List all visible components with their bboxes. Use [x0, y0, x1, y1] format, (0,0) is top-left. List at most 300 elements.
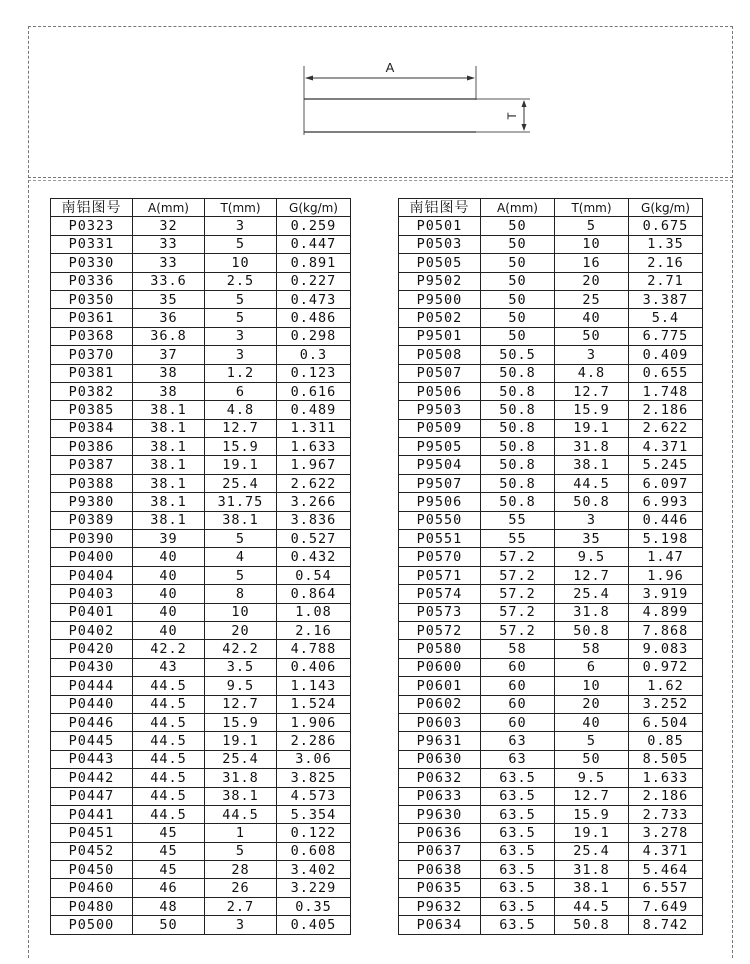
cell-g: 4.371 — [629, 842, 703, 860]
cell-g: 3.402 — [277, 861, 351, 879]
table-row — [399, 346, 703, 364]
cell-a: 40 — [133, 566, 205, 584]
cell-a: 50 — [481, 217, 555, 235]
cell-t: 50 — [555, 750, 629, 768]
cell-t: 15.9 — [205, 438, 277, 456]
table-row — [51, 787, 351, 805]
cell-g: 0.227 — [277, 272, 351, 290]
table-row — [399, 732, 703, 750]
table-row — [51, 309, 351, 327]
cell-t: 31.8 — [555, 438, 629, 456]
cell-t: 5 — [205, 235, 277, 253]
cell-a: 40 — [133, 585, 205, 603]
cell-part-no: P0330 — [51, 254, 133, 272]
table-row — [399, 456, 703, 474]
profile-diagram — [0, 0, 750, 180]
cell-t: 3 — [205, 916, 277, 934]
cell-t: 9.5 — [555, 548, 629, 566]
cell-a: 57.2 — [481, 548, 555, 566]
cell-g: 3.919 — [629, 585, 703, 603]
cell-part-no: P0502 — [399, 309, 481, 327]
cell-a: 38.1 — [133, 438, 205, 456]
cell-part-no: P0503 — [399, 235, 481, 253]
cell-a: 46 — [133, 879, 205, 897]
cell-a: 36.8 — [133, 327, 205, 345]
cell-t: 19.1 — [205, 456, 277, 474]
cell-part-no: P0551 — [399, 530, 481, 548]
cell-part-no: P0633 — [399, 787, 481, 805]
cell-a: 63.5 — [481, 916, 555, 934]
cell-part-no: P0508 — [399, 346, 481, 364]
table-row — [51, 511, 351, 529]
cell-part-no: P0572 — [399, 621, 481, 639]
cell-g: 7.868 — [629, 621, 703, 639]
table-row — [51, 750, 351, 768]
cell-t: 31.75 — [205, 493, 277, 511]
cell-t: 1.2 — [205, 364, 277, 382]
cell-g: 2.286 — [277, 732, 351, 750]
cell-part-no: P9380 — [51, 493, 133, 511]
header-t: T(mm) — [205, 199, 277, 217]
cell-part-no: P0460 — [51, 879, 133, 897]
table-row — [399, 842, 703, 860]
cell-a: 50 — [133, 916, 205, 934]
cell-a: 44.5 — [133, 805, 205, 823]
cell-part-no: P0385 — [51, 401, 133, 419]
cell-a: 63.5 — [481, 879, 555, 897]
table-row — [51, 585, 351, 603]
cell-part-no: P9501 — [399, 327, 481, 345]
cell-a: 57.2 — [481, 566, 555, 584]
cell-a: 39 — [133, 530, 205, 548]
cell-part-no: P0388 — [51, 474, 133, 492]
table-row — [399, 364, 703, 382]
cell-a: 44.5 — [133, 769, 205, 787]
cell-a: 60 — [481, 695, 555, 713]
cell-g: 1.47 — [629, 548, 703, 566]
table-row — [51, 621, 351, 639]
cell-g: 5.4 — [629, 309, 703, 327]
cell-t: 15.9 — [205, 713, 277, 731]
cell-t: 35 — [555, 530, 629, 548]
cell-part-no: P9507 — [399, 474, 481, 492]
cell-g: 2.186 — [629, 787, 703, 805]
cell-g: 1.748 — [629, 382, 703, 400]
cell-part-no: P0509 — [399, 419, 481, 437]
cell-part-no: P0570 — [399, 548, 481, 566]
cell-part-no: P0500 — [51, 916, 133, 934]
table-row — [399, 640, 703, 658]
cell-g: 1.143 — [277, 677, 351, 695]
cell-g: 1.35 — [629, 235, 703, 253]
header-g: G(kg/m) — [629, 199, 703, 217]
table-row — [51, 916, 351, 934]
cell-a: 38 — [133, 382, 205, 400]
cell-a: 38.1 — [133, 474, 205, 492]
cell-g: 0.405 — [277, 916, 351, 934]
cell-g: 8.505 — [629, 750, 703, 768]
cell-a: 50.8 — [481, 474, 555, 492]
table-row — [51, 640, 351, 658]
cell-part-no: P0630 — [399, 750, 481, 768]
table-row — [51, 456, 351, 474]
cell-g: 1.96 — [629, 566, 703, 584]
cell-a: 42.2 — [133, 640, 205, 658]
table-row — [51, 438, 351, 456]
arrow-right-icon — [467, 76, 475, 81]
cell-part-no: P0445 — [51, 732, 133, 750]
table-row — [399, 438, 703, 456]
cell-part-no: P0402 — [51, 621, 133, 639]
table-row — [51, 346, 351, 364]
cell-a: 45 — [133, 842, 205, 860]
table-row — [399, 658, 703, 676]
table-row — [51, 290, 351, 308]
cell-part-no: P9505 — [399, 438, 481, 456]
cell-part-no: P0387 — [51, 456, 133, 474]
cell-part-no: P0480 — [51, 897, 133, 915]
cell-t: 6 — [205, 382, 277, 400]
table-row — [399, 861, 703, 879]
cell-t: 8 — [205, 585, 277, 603]
cell-g: 0.608 — [277, 842, 351, 860]
cell-g: 0.3 — [277, 346, 351, 364]
table-row — [51, 217, 351, 235]
cell-a: 50.8 — [481, 364, 555, 382]
table-row — [399, 382, 703, 400]
table-row — [51, 713, 351, 731]
cell-a: 55 — [481, 530, 555, 548]
cell-g: 1.524 — [277, 695, 351, 713]
cell-g: 0.85 — [629, 732, 703, 750]
cell-a: 55 — [481, 511, 555, 529]
cell-t: 5 — [555, 217, 629, 235]
cell-a: 60 — [481, 713, 555, 731]
cell-g: 0.446 — [629, 511, 703, 529]
cell-t: 38.1 — [205, 787, 277, 805]
cell-g: 0.298 — [277, 327, 351, 345]
dim-label-a: A — [385, 60, 395, 75]
table-row — [51, 603, 351, 621]
cell-g: 3.252 — [629, 695, 703, 713]
table-row — [51, 769, 351, 787]
cell-t: 1 — [205, 824, 277, 842]
cell-t: 10 — [205, 603, 277, 621]
cell-t: 4.8 — [555, 364, 629, 382]
cell-t: 38.1 — [555, 879, 629, 897]
table-row — [399, 677, 703, 695]
cell-a: 50.8 — [481, 382, 555, 400]
cell-g: 0.675 — [629, 217, 703, 235]
table-row — [399, 235, 703, 253]
cell-g: 5.245 — [629, 456, 703, 474]
table-row — [399, 713, 703, 731]
cell-part-no: P0571 — [399, 566, 481, 584]
cell-g: 8.742 — [629, 916, 703, 934]
cell-g: 4.371 — [629, 438, 703, 456]
table-row — [399, 621, 703, 639]
cell-t: 3.5 — [205, 658, 277, 676]
table-row — [51, 732, 351, 750]
cell-a: 50.8 — [481, 438, 555, 456]
cell-part-no: P0403 — [51, 585, 133, 603]
cell-t: 20 — [555, 695, 629, 713]
cell-g: 3.387 — [629, 290, 703, 308]
cell-a: 43 — [133, 658, 205, 676]
cell-part-no: P0350 — [51, 290, 133, 308]
cell-a: 50.8 — [481, 456, 555, 474]
cell-g: 6.557 — [629, 879, 703, 897]
cell-t: 12.7 — [555, 382, 629, 400]
cell-a: 50.5 — [481, 346, 555, 364]
table-row — [51, 254, 351, 272]
cell-t: 2.5 — [205, 272, 277, 290]
cell-part-no: P0600 — [399, 658, 481, 676]
cell-a: 48 — [133, 897, 205, 915]
cell-part-no: P0638 — [399, 861, 481, 879]
header-a: A(mm) — [133, 199, 205, 217]
table-row — [51, 861, 351, 879]
cell-t: 26 — [205, 879, 277, 897]
cell-part-no: P0323 — [51, 217, 133, 235]
table-row — [399, 272, 703, 290]
cell-g: 1.62 — [629, 677, 703, 695]
table-row — [51, 548, 351, 566]
cell-a: 63 — [481, 732, 555, 750]
cell-g: 2.16 — [277, 621, 351, 639]
cell-part-no: P0440 — [51, 695, 133, 713]
table-row — [51, 364, 351, 382]
cell-part-no: P9632 — [399, 897, 481, 915]
cell-t: 38.1 — [555, 456, 629, 474]
cell-t: 50.8 — [555, 916, 629, 934]
cell-part-no: P0580 — [399, 640, 481, 658]
cell-g: 0.35 — [277, 897, 351, 915]
cell-a: 50 — [481, 290, 555, 308]
cell-g: 4.573 — [277, 787, 351, 805]
cell-t: 15.9 — [555, 401, 629, 419]
table-row — [51, 382, 351, 400]
cell-a: 57.2 — [481, 585, 555, 603]
cell-part-no: P0601 — [399, 677, 481, 695]
spec-table-right — [398, 198, 703, 935]
arrow-down-icon — [522, 124, 527, 131]
cell-a: 63.5 — [481, 897, 555, 915]
header-t: T(mm) — [555, 199, 629, 217]
table-row — [399, 217, 703, 235]
cell-a: 60 — [481, 677, 555, 695]
table-row — [399, 566, 703, 584]
cell-g: 6.993 — [629, 493, 703, 511]
cell-part-no: P0602 — [399, 695, 481, 713]
cell-g: 2.622 — [629, 419, 703, 437]
cell-g: 0.489 — [277, 401, 351, 419]
cell-g: 2.16 — [629, 254, 703, 272]
cell-t: 9.5 — [205, 677, 277, 695]
cell-t: 31.8 — [555, 861, 629, 879]
cell-a: 63.5 — [481, 805, 555, 823]
cell-part-no: P0634 — [399, 916, 481, 934]
table-row — [399, 401, 703, 419]
cell-a: 50 — [481, 254, 555, 272]
header-a: A(mm) — [481, 199, 555, 217]
cell-t: 12.7 — [205, 419, 277, 437]
cell-g: 3.836 — [277, 511, 351, 529]
cell-a: 33.6 — [133, 272, 205, 290]
cell-a: 57.2 — [481, 603, 555, 621]
cell-part-no: P0390 — [51, 530, 133, 548]
cell-a: 35 — [133, 290, 205, 308]
cell-a: 45 — [133, 824, 205, 842]
cell-g: 0.123 — [277, 364, 351, 382]
cell-g: 0.122 — [277, 824, 351, 842]
cell-part-no: P0447 — [51, 787, 133, 805]
cell-t: 44.5 — [555, 474, 629, 492]
cell-part-no: P0452 — [51, 842, 133, 860]
cell-t: 20 — [205, 621, 277, 639]
cell-a: 40 — [133, 621, 205, 639]
cell-t: 40 — [555, 713, 629, 731]
cell-g: 2.71 — [629, 272, 703, 290]
table-row — [51, 566, 351, 584]
cell-g: 3.06 — [277, 750, 351, 768]
cell-g: 0.432 — [277, 548, 351, 566]
cell-a: 44.5 — [133, 750, 205, 768]
cell-t: 42.2 — [205, 640, 277, 658]
cell-a: 38.1 — [133, 419, 205, 437]
cell-part-no: P0384 — [51, 419, 133, 437]
cell-part-no: P0441 — [51, 805, 133, 823]
cell-part-no: P0361 — [51, 309, 133, 327]
table-row — [399, 309, 703, 327]
cell-t: 2.7 — [205, 897, 277, 915]
cell-a: 63.5 — [481, 769, 555, 787]
cell-g: 0.486 — [277, 309, 351, 327]
cell-g: 4.788 — [277, 640, 351, 658]
cell-t: 15.9 — [555, 805, 629, 823]
cell-part-no: P0368 — [51, 327, 133, 345]
cell-t: 5 — [205, 566, 277, 584]
cell-g: 9.083 — [629, 640, 703, 658]
cell-t: 4 — [205, 548, 277, 566]
table-row — [399, 419, 703, 437]
cell-part-no: P9631 — [399, 732, 481, 750]
cell-part-no: P0444 — [51, 677, 133, 695]
cell-a: 50.8 — [481, 401, 555, 419]
cell-part-no: P0430 — [51, 658, 133, 676]
cell-t: 44.5 — [205, 805, 277, 823]
cell-t: 10 — [555, 677, 629, 695]
cell-t: 40 — [555, 309, 629, 327]
table-row — [51, 805, 351, 823]
cell-g: 0.409 — [629, 346, 703, 364]
cell-a: 44.5 — [133, 787, 205, 805]
cell-g: 0.616 — [277, 382, 351, 400]
cell-part-no: P0632 — [399, 769, 481, 787]
cell-g: 5.198 — [629, 530, 703, 548]
cell-g: 5.464 — [629, 861, 703, 879]
cell-t: 12.7 — [555, 787, 629, 805]
cell-a: 44.5 — [133, 713, 205, 731]
table-row — [399, 897, 703, 915]
cell-a: 44.5 — [133, 695, 205, 713]
cell-g: 0.406 — [277, 658, 351, 676]
cell-part-no: P0420 — [51, 640, 133, 658]
cell-t: 25.4 — [205, 750, 277, 768]
cell-t: 4.8 — [205, 401, 277, 419]
cell-t: 10 — [205, 254, 277, 272]
cell-g: 0.891 — [277, 254, 351, 272]
cell-g: 2.733 — [629, 805, 703, 823]
table-row — [51, 842, 351, 860]
cell-a: 44.5 — [133, 677, 205, 695]
table-row — [399, 290, 703, 308]
cell-part-no: P0574 — [399, 585, 481, 603]
cell-g: 1.633 — [277, 438, 351, 456]
table-row — [51, 824, 351, 842]
cell-part-no: P0573 — [399, 603, 481, 621]
table-row — [399, 530, 703, 548]
table-header-row — [51, 199, 351, 217]
cell-part-no: P0506 — [399, 382, 481, 400]
table-row — [399, 787, 703, 805]
cell-t: 5 — [555, 732, 629, 750]
cell-part-no: P0386 — [51, 438, 133, 456]
table-row — [51, 493, 351, 511]
cell-part-no: P9630 — [399, 805, 481, 823]
cell-g: 6.504 — [629, 713, 703, 731]
cell-a: 40 — [133, 603, 205, 621]
cell-a: 33 — [133, 254, 205, 272]
table-row — [399, 824, 703, 842]
cell-part-no: P0381 — [51, 364, 133, 382]
cell-part-no: P0635 — [399, 879, 481, 897]
cell-a: 36 — [133, 309, 205, 327]
table-row — [399, 548, 703, 566]
table-row — [399, 769, 703, 787]
table-row — [51, 474, 351, 492]
cell-a: 32 — [133, 217, 205, 235]
cell-t: 31.8 — [555, 603, 629, 621]
header-part-no: 南铝图号 — [399, 199, 481, 217]
cell-a: 37 — [133, 346, 205, 364]
cell-a: 38.1 — [133, 493, 205, 511]
cell-t: 50.8 — [555, 493, 629, 511]
cell-t: 25.4 — [555, 842, 629, 860]
table-row — [399, 511, 703, 529]
cell-part-no: P0389 — [51, 511, 133, 529]
cell-part-no: P0331 — [51, 235, 133, 253]
cell-part-no: P0450 — [51, 861, 133, 879]
table-row — [399, 805, 703, 823]
cell-g: 0.655 — [629, 364, 703, 382]
table-row — [399, 327, 703, 345]
cell-g: 3.266 — [277, 493, 351, 511]
cell-g: 2.622 — [277, 474, 351, 492]
cell-t: 12.7 — [205, 695, 277, 713]
table-row — [51, 695, 351, 713]
cell-t: 3 — [555, 511, 629, 529]
cell-t: 12.7 — [555, 566, 629, 584]
cell-t: 19.1 — [555, 824, 629, 842]
cell-g: 4.899 — [629, 603, 703, 621]
cell-t: 3 — [205, 346, 277, 364]
table-row — [399, 879, 703, 897]
cell-t: 5 — [205, 530, 277, 548]
cell-a: 44.5 — [133, 732, 205, 750]
table-row — [399, 254, 703, 272]
cell-t: 44.5 — [555, 897, 629, 915]
